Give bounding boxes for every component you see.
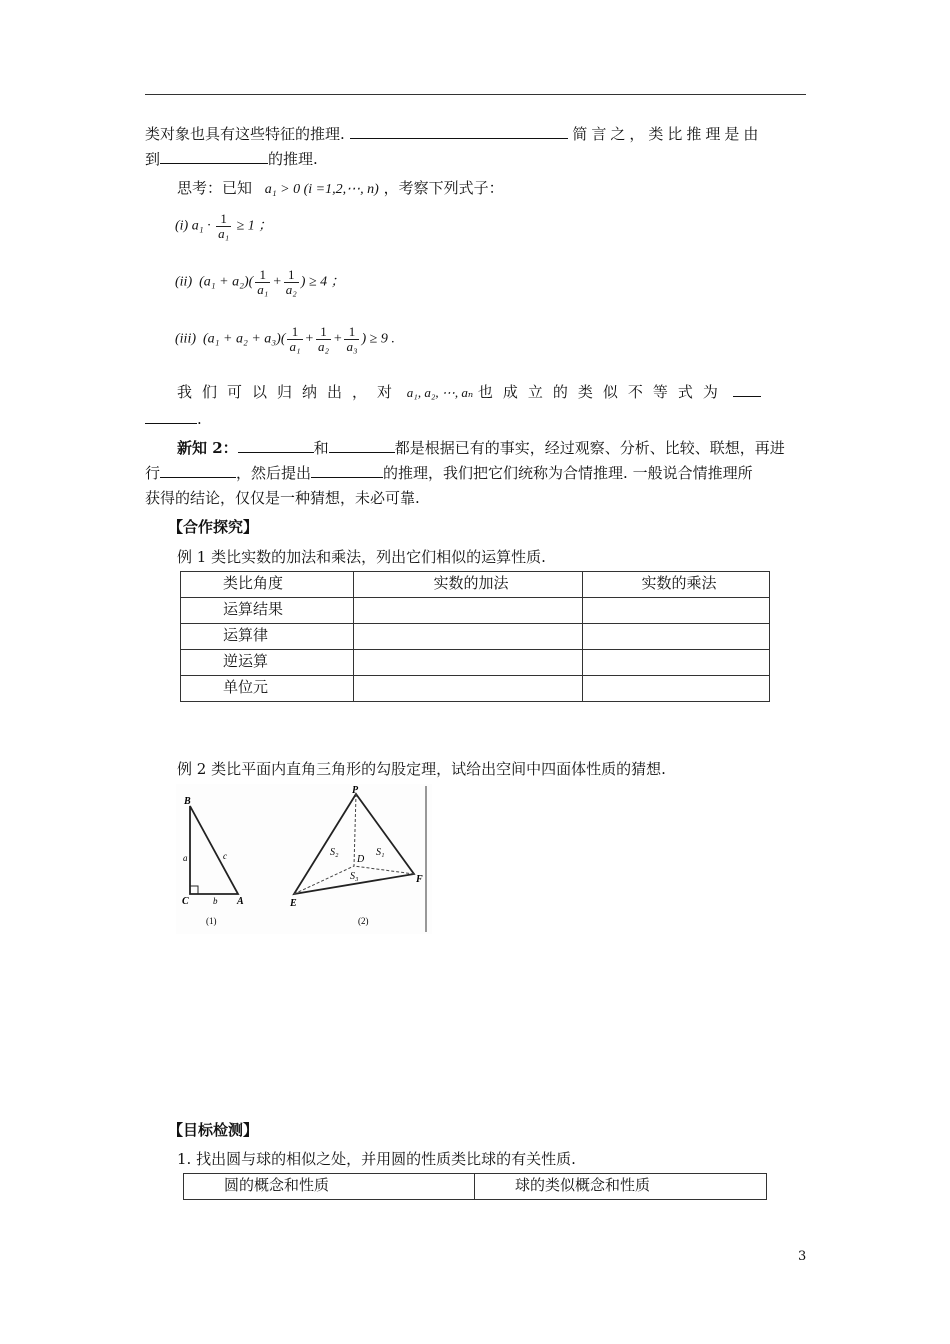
formula-tag: (i): [175, 218, 189, 234]
fraction: $\frac{1}{\text{a₁}}$: [289, 324, 301, 354]
answer-blank[interactable]: [160, 463, 236, 478]
formula-1: [175, 212, 272, 241]
formula-2: (ii) (a₁ + a₂)( $\frac{1}{\text{a₁}}$ + $\frac{1}{\text{a₂}}$ ) ≥ 4 ；: [175, 267, 345, 297]
formula-lhs: (a₁ + a₂)(: [199, 274, 254, 290]
side-label-a: a: [183, 853, 188, 863]
figure-caption: (1): [206, 916, 217, 926]
vertex-label-E: E: [290, 898, 297, 909]
formula-rhs: ) ≥ 9 .: [361, 331, 395, 347]
formula-tag: (ii): [175, 274, 193, 290]
table-cell: 单位元: [181, 676, 354, 702]
figure-caption: (2): [358, 916, 369, 926]
table-header-row: [181, 572, 770, 598]
answer-blank[interactable]: [145, 409, 197, 424]
text: 都是根据已有的事实，经过观察、分析、比较、联想，再进: [394, 439, 785, 457]
think-label: 思考：已知: [177, 179, 253, 197]
text: 获得的结论，仅仅是一种猜想，未必可靠.: [145, 489, 420, 507]
example-2-text: 例 2 类比平面内直角三角形的勾股定理，试给出空间中四面体性质的猜想.: [177, 760, 666, 778]
vertex-label-P: P: [352, 785, 359, 796]
table-cell-answer[interactable]: [354, 650, 583, 676]
table-row: [181, 676, 770, 702]
text: 类对象也具有这些特征的推理.: [145, 125, 345, 143]
table-cell: 运算律: [181, 624, 354, 650]
area-label-S3: S₃: [350, 871, 359, 882]
condition: a₁ > 0 (i =1,2,⋯, n): [264, 182, 379, 197]
formula-tag: (iii): [175, 331, 196, 347]
answer-blank[interactable]: [733, 382, 761, 397]
table-header: 实数的乘法: [583, 572, 770, 598]
table-cell-answer[interactable]: [583, 676, 770, 702]
side-label-c: c: [223, 851, 227, 861]
induce-line: [177, 381, 806, 404]
new-knowledge-line-3: [145, 487, 806, 509]
text: ，考察下列式子：: [383, 179, 504, 197]
table-header-row: [184, 1174, 767, 1200]
example-2-figures: [176, 784, 432, 934]
text: 到: [145, 150, 161, 168]
text: 我们可以归纳出，对: [177, 383, 403, 401]
fraction: $\frac{1}{\text{a₁}}$: [257, 267, 269, 297]
table-cell-answer[interactable]: [583, 624, 770, 650]
table-cell: 逆运算: [181, 650, 354, 676]
table-cell-answer[interactable]: [354, 598, 583, 624]
table-header: 圆的概念和性质: [184, 1174, 475, 1200]
fraction: $\frac{1}{\text{a₁}}$: [218, 211, 230, 241]
think-line: [177, 177, 838, 201]
question-1-text: 1. 找出圆与球的相似之处，并用圆的性质类比球的有关性质.: [177, 1150, 576, 1168]
formula-rhs: ) ≥ 4 ；: [300, 274, 345, 290]
fraction: $\frac{1}{\text{a₂}}$: [317, 324, 329, 354]
answer-blank[interactable]: [350, 124, 568, 139]
fraction: $\frac{1}{\text{a₃}}$: [346, 324, 358, 354]
answer-blank[interactable]: [238, 438, 314, 453]
text: 和: [313, 439, 329, 457]
table-row: [181, 624, 770, 650]
table-cell-answer[interactable]: [583, 650, 770, 676]
header-rule: [145, 94, 806, 95]
section-cooperate: 【合作探究】: [168, 518, 259, 536]
formula-rhs: ≥ 1 ；: [236, 218, 273, 234]
text: 的推理.: [268, 150, 318, 168]
area-label-S2: S₂: [330, 847, 339, 858]
table-cell: 运算结果: [181, 598, 354, 624]
formula-lhs: (a₁ + a₂ + a₃)(: [203, 331, 286, 347]
text: 的推理，我们把它们统称为合情推理. 一般说合情推理所: [383, 464, 753, 482]
answer-blank[interactable]: [160, 149, 268, 164]
fraction: $\frac{1}{\text{a₂}}$: [285, 267, 297, 297]
new-knowledge-label: 新知 2：: [177, 439, 238, 457]
table-row: [181, 598, 770, 624]
example-1-table: [180, 571, 770, 702]
vertex-label-D: D: [357, 854, 365, 865]
vertex-label-C: C: [182, 896, 189, 907]
answer-blank[interactable]: [311, 463, 383, 478]
formula-3: (iii) (a₁ + a₂ + a₃)( $\frac{1}{\text{a₁}}$ + $\frac{1}{\text{a₂}}$ + $\frac{1}{\text{a₃}}$ ) ≥ 9 .: [175, 324, 395, 354]
table-cell-answer[interactable]: [354, 676, 583, 702]
side-label-b: b: [213, 896, 218, 906]
question-1-table: [183, 1173, 767, 1200]
vertex-label-A: A: [237, 896, 244, 907]
section-target: 【目标检测】: [168, 1121, 259, 1139]
table-header: 球的类似概念和性质: [475, 1174, 767, 1200]
formula-lhs: a₁ ·: [191, 218, 211, 234]
vertex-label-F: F: [416, 874, 423, 885]
vertex-label-B: B: [184, 796, 191, 807]
table-cell-answer[interactable]: [354, 624, 583, 650]
text: ，然后提出: [236, 464, 312, 482]
new-knowledge-line-2: [145, 462, 806, 484]
table-row: [181, 650, 770, 676]
text: 行: [145, 464, 161, 482]
page-number: 3: [798, 1249, 807, 1264]
induce-line-2: .: [145, 408, 806, 430]
answer-blank[interactable]: [329, 438, 395, 453]
table-cell-answer[interactable]: [583, 598, 770, 624]
table-header: 类比角度: [181, 572, 354, 598]
paragraph-line-1: [145, 123, 806, 145]
example-1-text: 例 1 类比实数的加法和乘法，列出它们相似的运算性质.: [177, 548, 546, 566]
new-knowledge-line-1: [177, 437, 838, 459]
variables: a₁, a₂, ⋯, aₙ: [406, 385, 474, 400]
text: 也成立的类似不等式为: [477, 383, 728, 401]
paragraph-line-2: [145, 148, 806, 170]
table-header: 实数的加法: [354, 572, 583, 598]
area-label-S1: S₁: [376, 847, 385, 858]
text: 简言之，类比推理是由: [572, 125, 763, 143]
